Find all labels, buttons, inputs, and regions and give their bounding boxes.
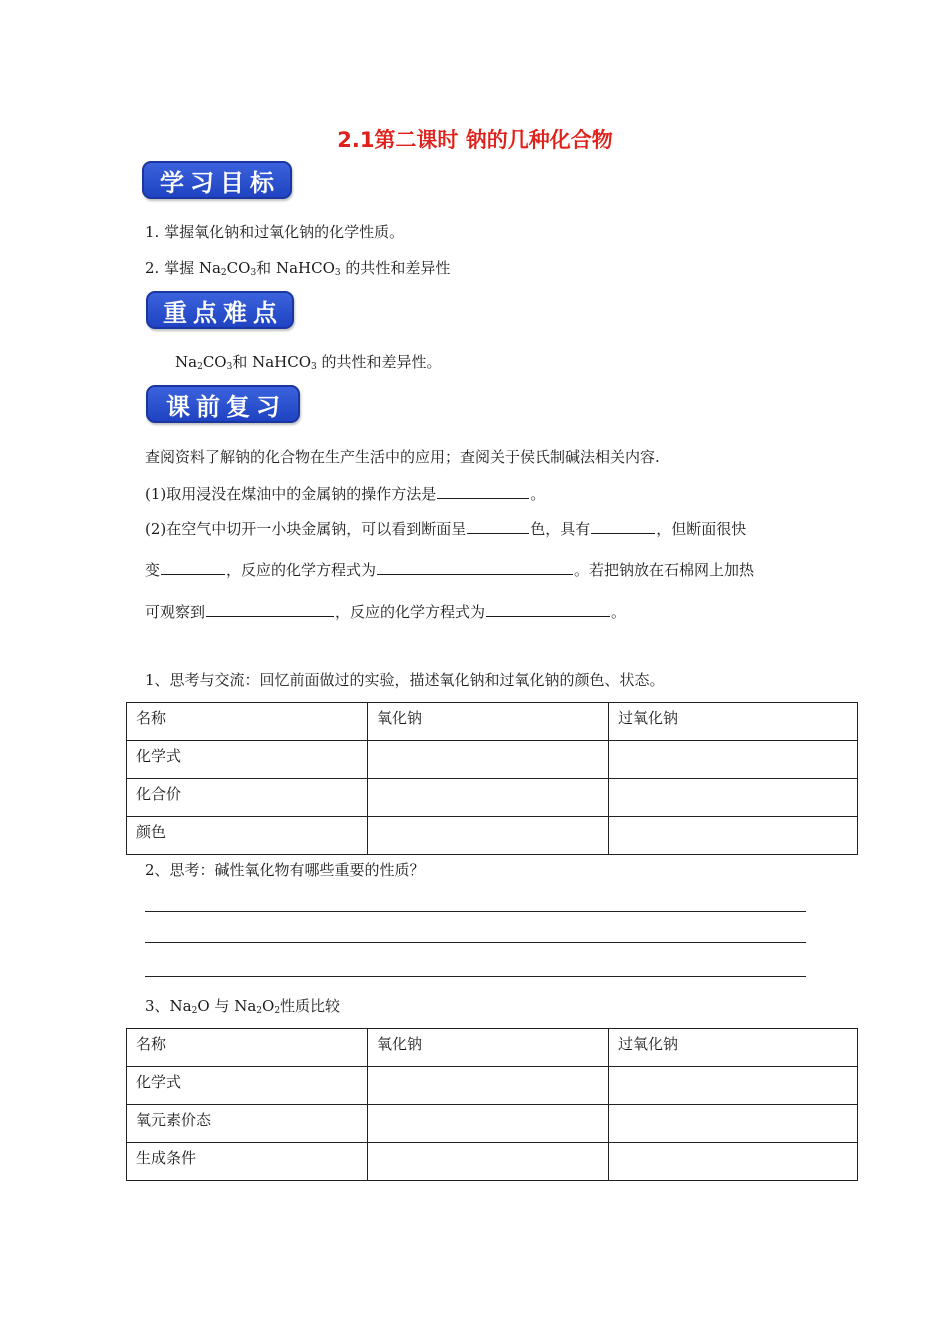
answer-cell[interactable] xyxy=(368,1067,609,1105)
section-3-prompt: 3、$Na_2O$ 与 $Na_2O_2$性质比较 xyxy=(145,997,341,1016)
answer-blank[interactable] xyxy=(486,601,610,617)
answer-blank[interactable] xyxy=(467,518,529,534)
table-header-cell: 氧化钠 xyxy=(368,703,609,741)
row-label: 颜色 xyxy=(127,817,368,855)
answer-cell[interactable] xyxy=(609,1105,858,1143)
answer-blank[interactable] xyxy=(206,601,334,617)
table-row xyxy=(127,1067,858,1105)
review-question-1: (1)取用浸没在煤油中的金属钠的操作方法是 。 xyxy=(145,485,546,503)
answer-cell[interactable] xyxy=(368,779,609,817)
answer-cell[interactable] xyxy=(368,1143,609,1181)
review-question-2-line-1: (2)在空气中切开一小块金属钠，可以看到断面呈 色，具有 ，但断面很快 xyxy=(145,520,747,538)
answer-cell[interactable] xyxy=(368,1105,609,1143)
row-label: 氧元素价态 xyxy=(127,1105,368,1143)
answer-blank[interactable] xyxy=(591,518,655,534)
table-header-cell: 过氧化钠 xyxy=(609,703,858,741)
answer-cell[interactable] xyxy=(609,741,858,779)
objectives-badge: 学习目标 xyxy=(142,161,292,199)
review-question-2-line-2: 变 ，反应的化学方程式为 。若把钠放在石棉网上加热 xyxy=(145,561,755,579)
answer-cell[interactable] xyxy=(368,741,609,779)
answer-cell[interactable] xyxy=(368,817,609,855)
row-label: 化学式 xyxy=(127,1067,368,1105)
table-header-cell: 氧化钠 xyxy=(368,1029,609,1067)
table-header-cell: 过氧化钠 xyxy=(609,1029,858,1067)
table-header-cell: 名称 xyxy=(127,703,368,741)
objective-item-1: 1. 掌握氧化钠和过氧化钠的化学性质。 xyxy=(145,223,405,241)
sodium-oxide-properties-table xyxy=(126,702,858,855)
oxide-peroxide-comparison-table xyxy=(126,1028,858,1181)
key-points-text: $Na_2CO_3$和 NaHCO$_3$ 的共性和差异性。 xyxy=(175,353,442,372)
answer-line[interactable] xyxy=(145,911,806,912)
answer-cell[interactable] xyxy=(609,1143,858,1181)
key-points-badge: 重点难点 xyxy=(146,291,294,329)
review-intro: 查阅资料了解钠的化合物在生产生活中的应用；查阅关于侯氏制碱法相关内容. xyxy=(145,448,660,466)
row-label: 化学式 xyxy=(127,741,368,779)
row-label: 化合价 xyxy=(127,779,368,817)
answer-blank[interactable] xyxy=(377,559,573,575)
table-row xyxy=(127,817,858,855)
table-row xyxy=(127,741,858,779)
answer-cell[interactable] xyxy=(609,817,858,855)
objective-item-2: 2. 掌握 $Na_2CO_3$和 NaHCO$_3$ 的共性和差异性 xyxy=(145,259,451,278)
table-header-cell: 名称 xyxy=(127,1029,368,1067)
table-header-row xyxy=(127,703,858,741)
row-label: 生成条件 xyxy=(127,1143,368,1181)
answer-cell[interactable] xyxy=(609,1067,858,1105)
answer-line[interactable] xyxy=(145,942,806,943)
answer-line[interactable] xyxy=(145,976,806,977)
table-row xyxy=(127,1143,858,1181)
page-title: 2.1第二课时 钠的几种化合物 xyxy=(337,128,613,152)
answer-cell[interactable] xyxy=(609,779,858,817)
section-1-prompt: 1、思考与交流：回忆前面做过的实验，描述氧化钠和过氧化钠的颜色、状态。 xyxy=(145,671,665,689)
table-row xyxy=(127,1105,858,1143)
review-badge: 课前复习 xyxy=(146,385,300,423)
table-row xyxy=(127,779,858,817)
answer-blank[interactable] xyxy=(161,559,225,575)
review-question-2-line-3: 可观察到 ，反应的化学方程式为 。 xyxy=(145,603,627,621)
table-header-row xyxy=(127,1029,858,1067)
answer-blank[interactable] xyxy=(437,483,529,499)
section-2-prompt: 2、思考：碱性氧化物有哪些重要的性质？ xyxy=(145,861,425,879)
